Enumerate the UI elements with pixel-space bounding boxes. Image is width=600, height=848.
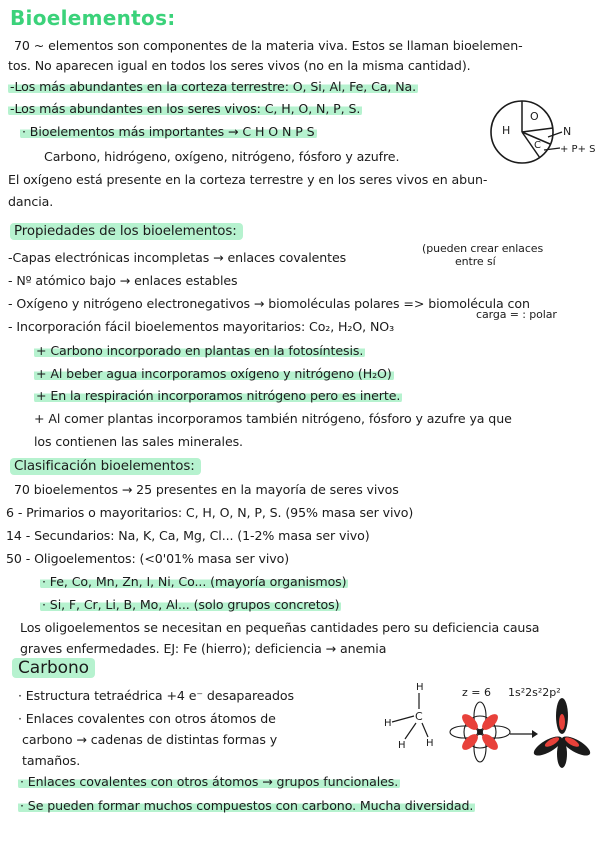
pie-arrow-ps bbox=[544, 148, 560, 150]
pie-arrow-n bbox=[548, 132, 562, 137]
property-2: - Nº atómico bajo → enlaces estables bbox=[8, 273, 238, 288]
classification-4: 50 - Oligoelementos: (<0'01% masa ser vivo) bbox=[6, 551, 290, 566]
classification-8: graves enfermedades. EJ: Fe (hierro); deficiencia → anemia bbox=[20, 641, 387, 656]
pie-divider-o bbox=[522, 128, 553, 132]
properties-heading: Propiedades de los bioelementos: bbox=[10, 223, 243, 240]
property-3: - Oxígeno y nitrógeno electronegativos → biomoléculas polares => biomolécula con bbox=[8, 296, 530, 311]
carbon-point-1: · Estructura tetraédrica +4 e⁻ desapareados bbox=[18, 688, 294, 703]
methane-h-br: H bbox=[426, 738, 434, 749]
property-9: los contienen las sales minerales. bbox=[34, 434, 243, 449]
property-6: + Al beber agua incorporamos oxígeno y nitrógeno (H₂O) bbox=[36, 366, 392, 381]
electron-configuration: 1s²2s²2p² bbox=[508, 686, 561, 699]
property-8: + Al comer plantas incorporamos también nitrógeno, fósforo y azufre ya que bbox=[34, 411, 512, 426]
carbon-point-4: · Se pueden formar muchos compuestos con carbono. Mucha diversidad. bbox=[20, 798, 474, 813]
property-3-note: carga = : polar bbox=[476, 308, 557, 321]
carbon-point-2c: tamaños. bbox=[22, 753, 81, 768]
property-5: + Carbono incorporado en plantas en la fotosíntesis. bbox=[36, 343, 364, 358]
orbital-hybrid-right bbox=[531, 698, 593, 768]
pie-label-c: C bbox=[534, 140, 541, 151]
carbon-point-2b: carbono → cadenas de distintas formas y bbox=[22, 732, 278, 747]
pie-label-n: N bbox=[563, 125, 572, 138]
carbon-heading: Carbono bbox=[12, 658, 95, 678]
atomic-number: z = 6 bbox=[462, 686, 491, 699]
orbital-center bbox=[477, 729, 483, 735]
intro-line-5: · Bioelementos más importantes → C H O N P S bbox=[22, 124, 315, 139]
classification-6: · Si, F, Cr, Li, B, Mo, Al... (solo grupos concretos) bbox=[42, 597, 340, 612]
orbital-arrowhead bbox=[532, 730, 538, 738]
classification-7: Los oligoelementos se necesitan en pequeñas cantidades pero su deficiencia causa bbox=[20, 620, 540, 635]
orbital-hybrid-left bbox=[450, 702, 510, 762]
property-1-note-b: entre sí bbox=[455, 255, 496, 268]
intro-line-2: tos. No aparecen igual en todos los seres vivos (no en la misma cantidad). bbox=[8, 58, 471, 73]
pie-label-ps: + P+ S bbox=[560, 144, 596, 155]
element-pie-chart bbox=[478, 98, 598, 178]
methane-c: C bbox=[415, 710, 423, 723]
classification-heading: Clasificación bioelementos: bbox=[10, 458, 201, 475]
sp3-lobe-red bbox=[559, 714, 565, 730]
methane-bond-left bbox=[392, 716, 414, 722]
intro-line-3: -Los más abundantes en la corteza terrestre: O, Si, Al, Fe, Ca, Na. bbox=[10, 79, 417, 94]
methane-h-bl: H bbox=[398, 740, 406, 751]
carbon-point-2: · Enlaces covalentes con otros átomos de bbox=[18, 711, 276, 726]
carbon-point-3: · Enlaces covalentes con otros átomos → grupos funcionales. bbox=[20, 774, 399, 789]
page-title: Bioelementos: bbox=[10, 6, 176, 30]
methane-h-top: H bbox=[416, 682, 424, 693]
classification-3: 14 - Secundarios: Na, K, Ca, Mg, Cl... (1-2% masa ser vivo) bbox=[6, 528, 370, 543]
property-4: - Incorporación fácil bioelementos mayoritarios: Co₂, H₂O, NO₃ bbox=[8, 319, 395, 334]
intro-line-1: 70 ~ elementos son componentes de la materia viva. Estos se llaman bioelemen- bbox=[14, 38, 523, 53]
property-1: -Capas electrónicas incompletas → enlaces covalentes bbox=[8, 250, 347, 265]
intro-line-6: Carbono, hidrógeno, oxígeno, nitrógeno, fósforo y azufre. bbox=[44, 149, 400, 164]
intro-line-8: dancia. bbox=[8, 194, 54, 209]
property-1-note-a: (pueden crear enlaces bbox=[422, 242, 544, 255]
sp3-lobe bbox=[557, 740, 567, 768]
intro-line-7: El oxígeno está presente en la corteza terrestre y en los seres vivos en abun- bbox=[8, 172, 488, 187]
pie-label-h: H bbox=[502, 124, 511, 137]
classification-5: · Fe, Co, Mn, Zn, I, Ni, Co... (mayoría organismos) bbox=[42, 574, 347, 589]
classification-1: 70 bioelementos → 25 presentes en la mayoría de seres vivos bbox=[14, 482, 399, 497]
intro-line-4: -Los más abundantes en los seres vivos: C, H, O, N, P, S. bbox=[10, 101, 361, 116]
property-7: + En la respiración incorporamos nitrógeno pero es inerte. bbox=[36, 388, 401, 403]
classification-2: 6 - Primarios o mayoritarios: C, H, O, N, P, S. (95% masa ser vivo) bbox=[6, 505, 414, 520]
methane-bond-bl bbox=[405, 723, 416, 739]
carbon-orbital-diagram bbox=[376, 676, 598, 772]
methane-bond-br bbox=[422, 723, 428, 737]
methane-h-left: H bbox=[384, 718, 392, 729]
pie-label-o: O bbox=[530, 110, 539, 123]
